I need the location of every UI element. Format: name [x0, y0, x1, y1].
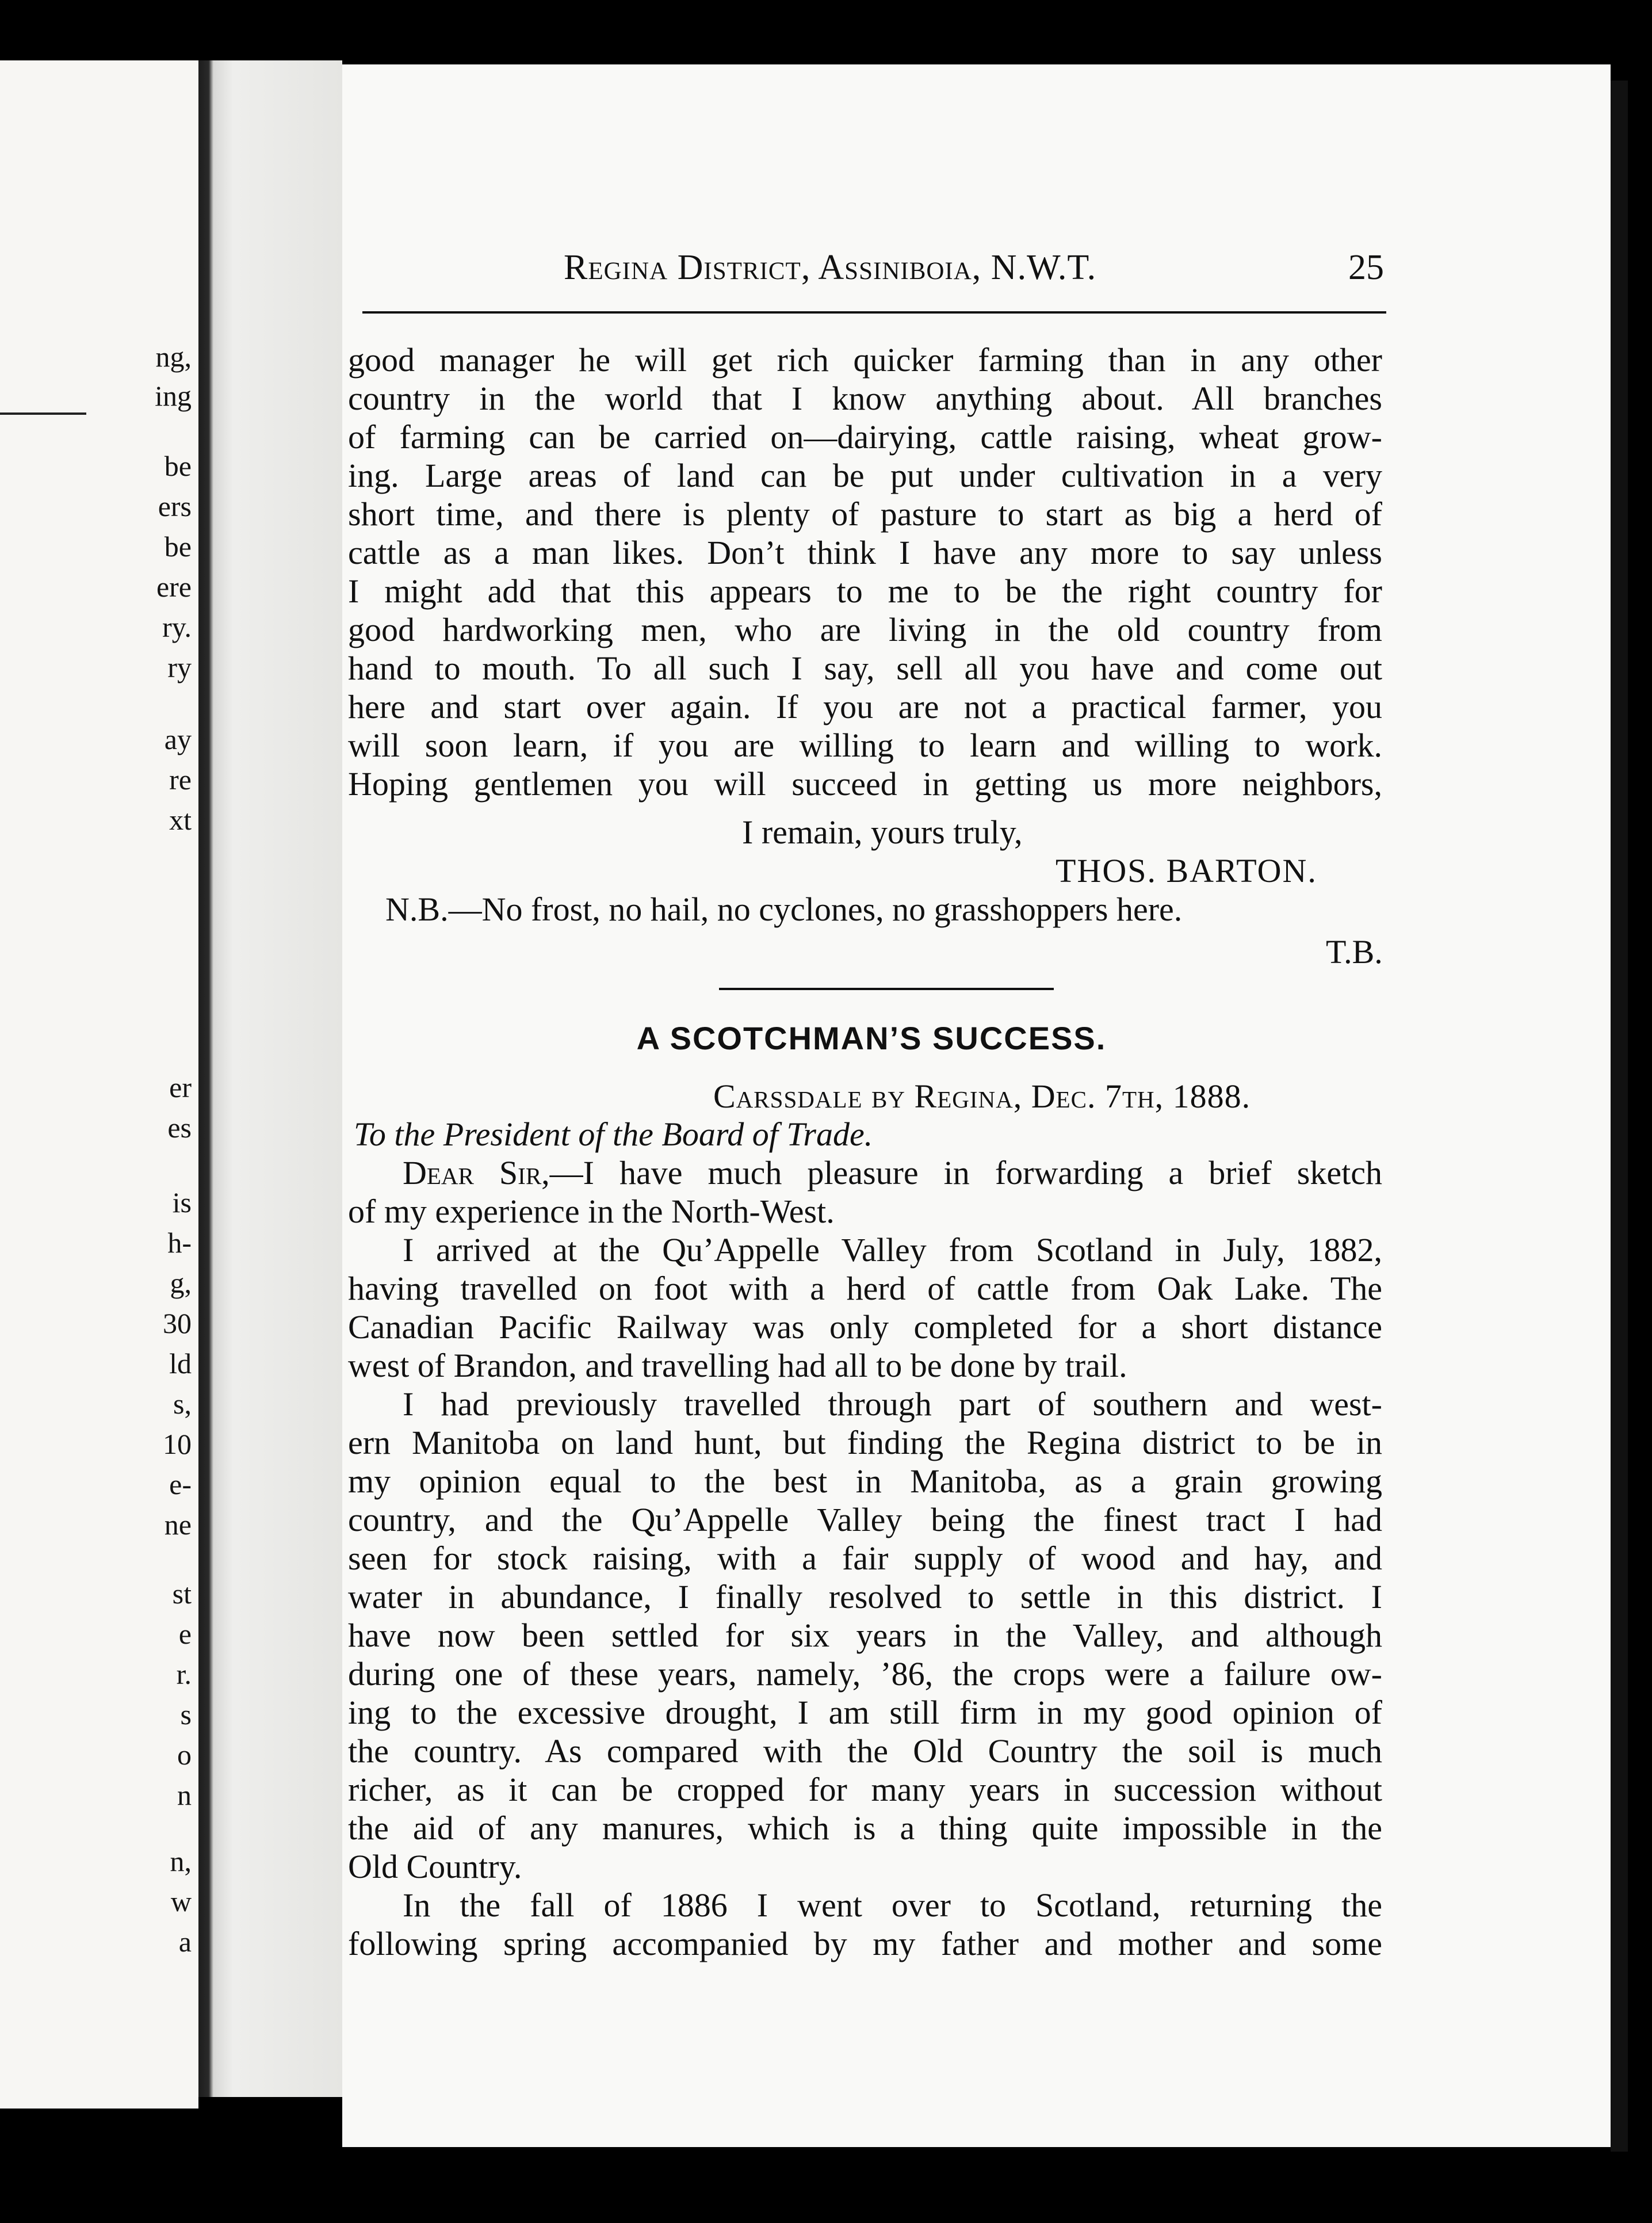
facing-page-fragment: e-: [169, 1468, 192, 1500]
facing-page-fragment: re: [169, 763, 192, 796]
text-line: richer, as it can be cropped for many years in succession without: [348, 1771, 1382, 1808]
facing-page-fragment: h-: [167, 1227, 192, 1259]
text-line: good hardworking men, who are living in the old country from: [348, 611, 1382, 648]
facing-page-fragment: st: [172, 1578, 192, 1610]
facing-page-fragment: is: [172, 1186, 192, 1219]
facing-page-fragment: 10: [163, 1428, 192, 1460]
salutation: Dear Sir,: [403, 1154, 550, 1191]
facing-page-fragment: n: [177, 1779, 192, 1811]
facing-page-fragment: be: [164, 530, 192, 563]
text-line: the country. As compared with the Old Country the soil is much: [348, 1732, 1382, 1770]
text-line: country in the world that I know anything about. All branches: [348, 380, 1382, 417]
facing-page-rule: [0, 412, 86, 415]
facing-page-fragment: g,: [170, 1267, 192, 1299]
text-line-rest: —I have much pleasure in forwarding a brief sketch: [549, 1154, 1382, 1191]
facing-page-fragment: be: [164, 450, 192, 482]
text-line: [348, 1153, 1382, 1192]
text-line: having travelled on foot with a herd of cattle from Oak Lake. The: [348, 1270, 1382, 1307]
facing-page-fragment: ers: [158, 490, 192, 522]
facing-page-fragment: w: [170, 1885, 192, 1918]
letter-closing: I remain, yours truly,: [742, 813, 1023, 851]
facing-page-fragment: xt: [169, 804, 192, 836]
text-line: my opinion equal to the best in Manitoba, as a grain growing: [348, 1462, 1382, 1500]
text-line: water in abundance, I finally resolved to settle in this district. I: [348, 1578, 1382, 1615]
scotchman-letter-body: [348, 1153, 1382, 1963]
text-line: Hoping gentlemen you will succeed in getting us more neighbors,: [348, 765, 1382, 803]
text-line: ern Manitoba on land hunt, but finding the Regina district to be in: [348, 1424, 1382, 1461]
text-line: have now been settled for six years in the Valley, and although: [348, 1617, 1382, 1654]
text-line: I might add that this appears to me to be the right country for: [348, 572, 1382, 610]
text-line: the aid of any manures, which is a thing quite impossible in the: [348, 1809, 1382, 1847]
text-line: Canadian Pacific Railway was only completed for a short distance: [348, 1308, 1382, 1346]
header-rule: [362, 311, 1386, 314]
facing-page-fragment: ne: [164, 1508, 192, 1541]
facing-page-fragment: ing: [155, 380, 192, 412]
text-line: will soon learn, if you are willing to learn and willing to work.: [348, 727, 1382, 764]
text-line: I had previously travelled through part of southern and west-: [403, 1385, 1382, 1423]
text-line: during one of these years, namely, ’86, the crops were a failure ow-: [348, 1655, 1382, 1693]
letter-dateline: Carssdale by Regina, Dec. 7th, 1888.: [713, 1078, 1251, 1115]
text-line: west of Brandon, and travelling had all to be done by trail.: [348, 1347, 1127, 1384]
text-line: seen for stock raising, with a fair supply of wood and hay, and: [348, 1540, 1382, 1577]
text-line: ing. Large areas of land can be put under cultivation in a very: [348, 457, 1382, 494]
section-divider: [719, 988, 1054, 990]
text-line: following spring accompanied by my father and mother and some: [348, 1925, 1382, 1962]
text-line: of my experience in the North-West.: [348, 1193, 835, 1230]
facing-page-fragment: es: [167, 1112, 192, 1144]
facing-page-fragment: s: [180, 1698, 192, 1731]
text-line: ing to the excessive drought, I am still firm in my good opinion of: [348, 1694, 1382, 1731]
facing-page-fragment: ld: [169, 1347, 192, 1380]
text-line: hand to mouth. To all such I say, sell all you have and come out: [348, 650, 1382, 687]
running-head: Regina District, Assiniboia, N.W.T.: [564, 248, 1097, 287]
facing-page-fragment: ry: [167, 651, 192, 683]
section-title: A SCOTCHMAN’S SUCCESS.: [636, 1020, 1107, 1056]
text-line: I arrived at the Qu’Appelle Valley from Scotland in July, 1882,: [403, 1231, 1382, 1269]
facing-page-fragment: n,: [170, 1845, 192, 1877]
postscript: N.B.—No frost, no hail, no cyclones, no grasshoppers here.: [385, 891, 1183, 928]
text-line: cattle as a man likes. Don’t think I have any more to say unless: [348, 534, 1382, 571]
text-line: of farming can be carried on—dairying, cattle raising, wheat grow-: [348, 418, 1382, 456]
page-number: 25: [1348, 248, 1384, 287]
text-line: Old Country.: [348, 1848, 522, 1885]
text-line: country, and the Qu’Appelle Valley being the finest tract I had: [348, 1501, 1382, 1538]
letter-addressee: To the President of the Board of Trade.: [354, 1116, 873, 1153]
text-line: In the fall of 1886 I went over to Scotland, returning the: [403, 1886, 1382, 1924]
text-line: short time, and there is plenty of pasture to start as big a herd of: [348, 495, 1382, 533]
page-edge: [1611, 81, 1628, 2152]
postscript-initials: T.B.: [1326, 933, 1383, 971]
letter-signature: THOS. BARTON.: [1056, 852, 1317, 889]
facing-page-fragment: o: [177, 1739, 192, 1771]
facing-page-fragment: r.: [176, 1658, 192, 1690]
facing-page: [0, 60, 198, 2109]
text-line: good manager he will get rich quicker farming than in any other: [348, 341, 1382, 379]
facing-page-fragment: ng,: [155, 341, 192, 373]
facing-page-fragment: ere: [156, 571, 192, 603]
facing-page-fragment: 30: [163, 1307, 192, 1339]
facing-page-fragment: s,: [173, 1388, 192, 1420]
text-line: here and start over again. If you are not a practical farmer, you: [348, 688, 1382, 725]
facing-page-fragment: ay: [164, 723, 192, 755]
book-gutter: [198, 60, 342, 2097]
facing-page-fragment: a: [178, 1926, 192, 1958]
facing-page-fragment: ry.: [162, 611, 192, 643]
facing-page-fragment: e: [178, 1618, 192, 1650]
barton-letter-body: [348, 341, 1382, 803]
facing-page-fragment: er: [169, 1071, 192, 1103]
